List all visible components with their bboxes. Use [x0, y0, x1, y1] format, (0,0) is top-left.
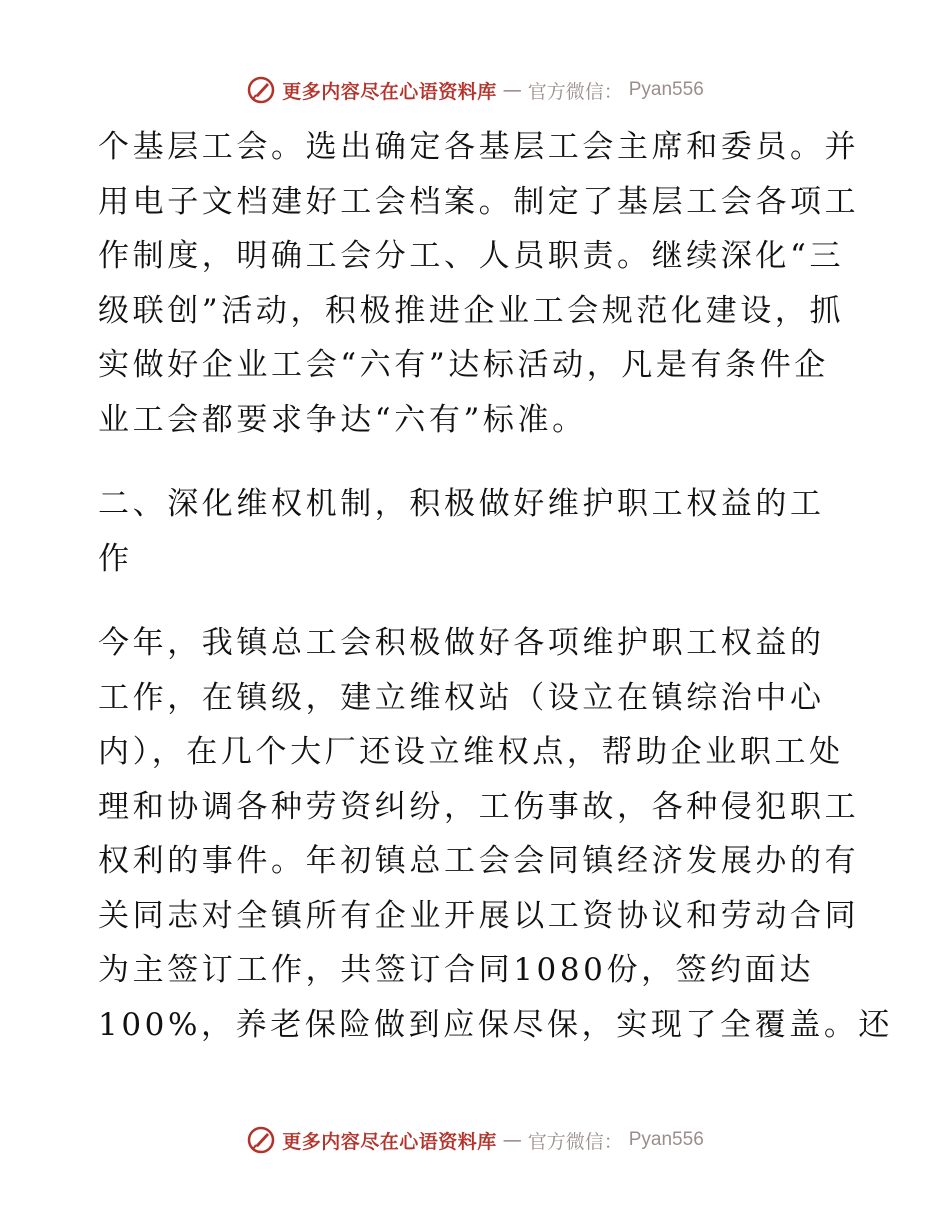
- watermark-account: Pyan556: [628, 1129, 704, 1150]
- watermark-dash: —: [502, 1129, 522, 1151]
- text-line: 业工会都要求争达“六有”标准。: [98, 401, 587, 438]
- text-line: 级联创”活动，积极推进企业工会规范化建设，抓: [98, 292, 845, 329]
- text-line: 今年，我镇总工会积极做好各项维护职工权益的: [98, 625, 825, 661]
- text-line: 个基层工会。选出确定各基层工会主席和委员。并: [98, 129, 860, 165]
- text-line: 为主签订工作，共签订合同1080份，签约面达: [98, 952, 815, 988]
- text-line: 100%，养老保险做到应保尽保，实现了全覆盖。还: [98, 1006, 894, 1043]
- paragraph-gap: [98, 586, 858, 616]
- text-line: 理和协调各种劳资纠纷，工伤事故，各种侵犯职工: [98, 788, 860, 825]
- watermark-wechat-label: 官方微信：: [527, 1130, 623, 1153]
- heading-line: 作: [98, 540, 133, 577]
- document-body: [98, 120, 894, 1052]
- text-line: 用电子文档建好工会档案。制定了基层工会各项工: [98, 183, 860, 220]
- watermark-banner-top: [0, 70, 950, 110]
- watermark-banner-bottom: [0, 1120, 950, 1160]
- watermark-red-text: 更多内容尽在心语资料库: [282, 80, 497, 103]
- text-line: 权利的事件。年初镇总工会会同镇经济发展办的有: [98, 843, 860, 879]
- paragraph-gap: [98, 447, 858, 477]
- section-heading: [98, 477, 858, 586]
- text-line: 作制度，明确工会分工、人员职责。继续深化“三: [98, 238, 845, 274]
- text-line: 实做好企业工会“六有”达标活动，凡是有条件企: [98, 347, 829, 383]
- heading-line: 二、深化维权机制，积极做好维护职工权益的工: [98, 486, 825, 522]
- feather-pen-logo-icon: [246, 1125, 276, 1155]
- watermark-account: Pyan556: [628, 79, 704, 100]
- paragraph-1: [98, 120, 858, 447]
- text-line: 关同志对全镇所有企业开展以工资协议和劳动合同: [98, 897, 860, 934]
- text-line: 内），在几个大厂还设立维权点，帮助企业职工处: [98, 734, 844, 770]
- feather-pen-logo-icon: [246, 75, 276, 105]
- watermark-wechat-label: 官方微信：: [527, 80, 623, 103]
- paragraph-2: [98, 616, 894, 1052]
- text-line: 工作，在镇级，建立维权站（设立在镇综治中心: [98, 679, 825, 716]
- watermark-dash: —: [502, 79, 522, 101]
- watermark-red-text: 更多内容尽在心语资料库: [282, 1130, 497, 1153]
